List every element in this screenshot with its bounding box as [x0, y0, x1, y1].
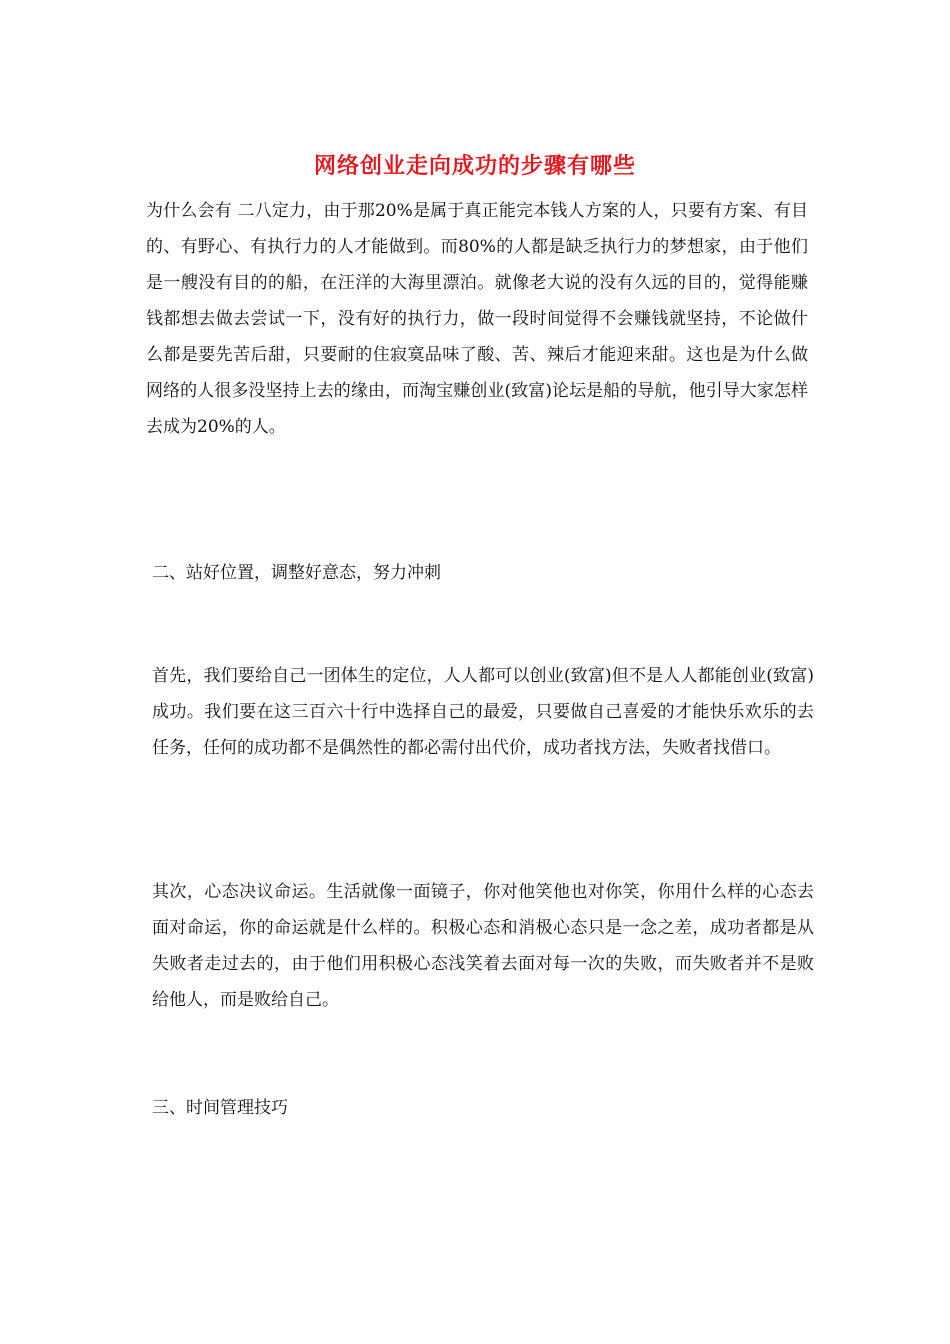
- section-heading-two: 二、站好位置，调整好意态，努力冲刺: [152, 563, 441, 583]
- paragraph-second: 其次，心态决议命运。生活就像一面镜子，你对他笑他也对你笑，你用什么样的心态去面对命运，你的命运就是什么样的。积极心态和消极心态只是一念之差，成功者都是从失败者走过去的，由于他们用积极心态浅笑着去面对每一次的失败，而失败者并不是败给他人，而是败给自己。: [152, 882, 814, 1010]
- paragraph-intro: 为什么会有 二八定力，由于那20%是属于真正能完本钱人方案的人，只要有方案、有目的、有野心、有执行力的人才能做到。而80%的人都是缺乏执行力的梦想家，由于他们是一艘没有目的的船，在汪洋的大海里漂泊。就像老大说的没有久远的目的，觉得能赚钱都想去做去尝试一下，没有好的执行力，做一段时间觉得不会赚钱就坚持，不论做什么都是要先苦后甜，只要耐的住寂寞品味了酸、苦、辣后才能迎来甜。这也是为什么做网络的人很多没坚持上去的缘由，而淘宝赚创业(致富)论坛是船的导航，他引导大家怎样去成为20%的人。: [146, 201, 808, 437]
- section-heading-three: 三、时间管理技巧: [152, 1098, 288, 1118]
- document-title: 网络创业走向成功的步骤有哪些: [313, 153, 636, 179]
- paragraph-first: 首先，我们要给自己一团体生的定位，人人都可以创业(致富)但不是人人都能创业(致富)成功。我们要在这三百六十行中选择自己的最爱，只要做自己喜爱的才能快乐欢乐的去任务，任何的成功都不是偶然性的都必需付出代价，成功者找方法，失败者找借口。: [152, 666, 814, 758]
